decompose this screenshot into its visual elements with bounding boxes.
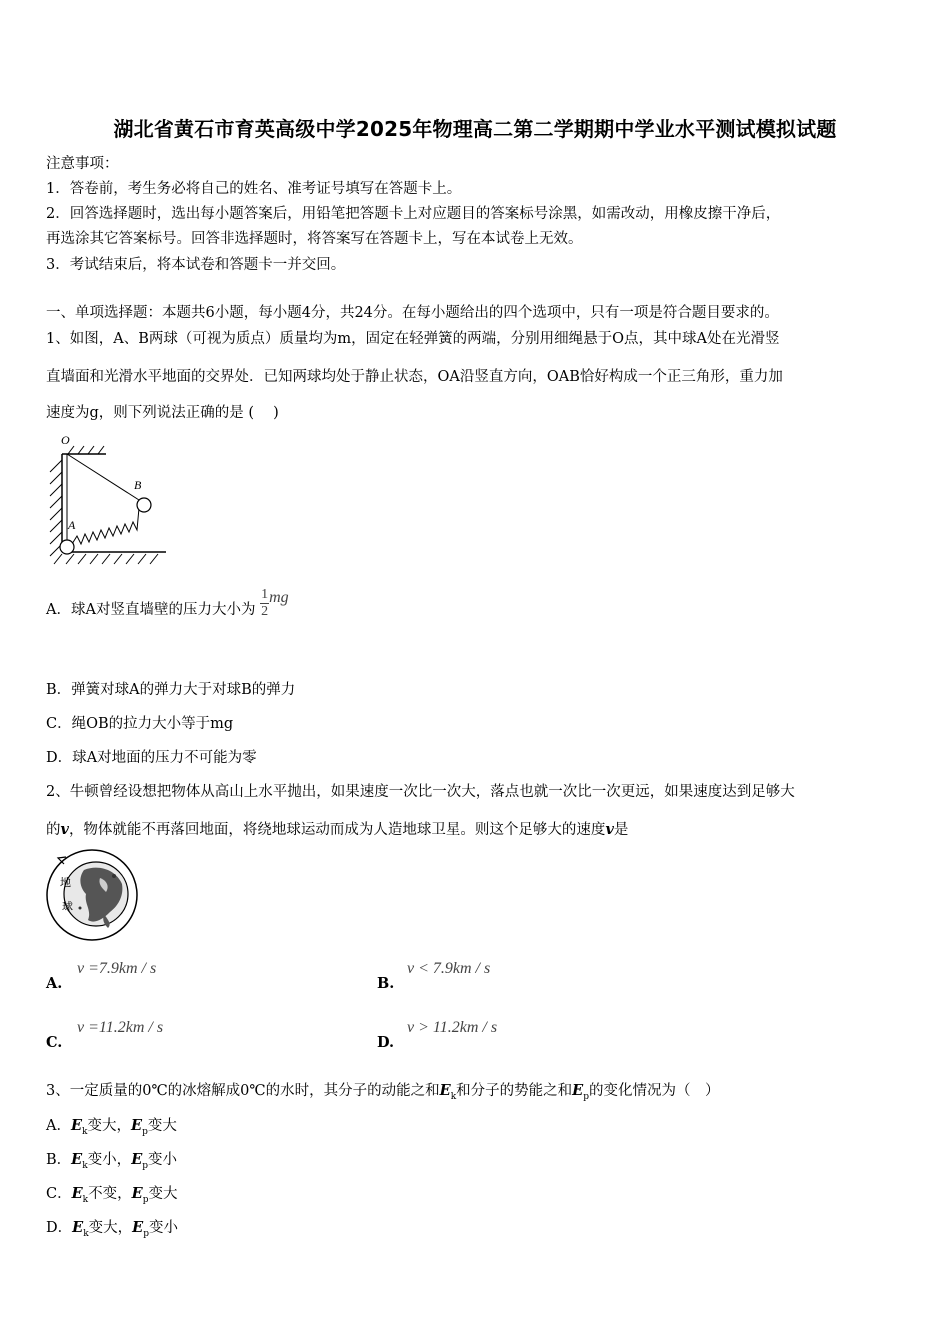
question-3-option-a: A．$E_k$变大，$E_p$变大 bbox=[46, 1117, 177, 1137]
earth-label-top: 地 bbox=[60, 876, 71, 889]
notice-item: 3．考试结束后，将本试卷和答题卡一并交回。 bbox=[46, 257, 346, 273]
question-2-option-c-label: C. bbox=[46, 1034, 63, 1051]
question-2-option-c-formula: v =11.2km / s bbox=[77, 1019, 164, 1036]
question-1-line: 1、如图，A、B两球（可视为质点）质量均为m，固定在轻弹簧的两端，分别用细绳悬于O点，其中球A处在光滑竖 bbox=[46, 331, 780, 347]
notice-heading: 注意事项： bbox=[46, 156, 119, 172]
earth-label-bottom: 球 bbox=[62, 900, 73, 913]
question-3-stem: 3、一定质量的0℃的冰熔解成0℃的水时，其分子的动能之和$E_k$和分子的势能之和$E_p$的变化情况为（ ） bbox=[46, 1082, 720, 1102]
question-2-option-a-formula: v =7.9km / s bbox=[77, 960, 157, 977]
question-1-option-b: B．弹簧对球A的弹力大于对球B的弹力 bbox=[46, 682, 296, 698]
label-a: A bbox=[68, 518, 76, 532]
section-heading: 一、单项选择题：本题共6小题，每小题4分，共24分。在每小题给出的四个选项中，只有一项是符合题目要求的。 bbox=[46, 305, 779, 321]
label-b: B bbox=[134, 478, 142, 492]
question-3-option-c: C．$E_k$不变，$E_p$变大 bbox=[46, 1185, 178, 1205]
notice-item: 1．答卷前，考生务必将自己的姓名、准考证号填写在答题卡上。 bbox=[46, 181, 462, 197]
question-2-option-b-label: B. bbox=[377, 975, 395, 992]
notice-item: 再选涂其它答案标号。回答非选择题时，将答案写在答题卡上，写在本试卷上无效。 bbox=[46, 231, 583, 247]
question-2-option-d-label: D. bbox=[377, 1034, 395, 1051]
question-1-line: 速度为g，则下列说法正确的是 ( ) bbox=[46, 405, 279, 421]
question-1-option-a: A．球A对竖直墙壁的压力大小为 $\frac{1}{2}$ mg bbox=[46, 587, 289, 619]
question-2-option-d-formula: v > 11.2km / s bbox=[407, 1019, 498, 1036]
label-o: O bbox=[61, 433, 70, 447]
spring-balls-figure bbox=[44, 432, 169, 570]
notice-item: 2．回答选择题时，选出每小题答案后，用铅笔把答题卡上对应题目的答案标号涂黑，如需改动，用橡皮擦干净后， bbox=[46, 206, 781, 222]
question-1-line: 直墙面和光滑水平地面的交界处．已知两球均处于静止状态，OA沿竖直方向，OAB恰好构成一个正三角形，重力加 bbox=[46, 369, 783, 385]
question-2-option-a-label: A. bbox=[46, 975, 63, 992]
earth-figure bbox=[44, 848, 142, 942]
page-title: 湖北省黄石市育英高级中学2025年物理高二第二学期期中学业水平测试模拟试题 bbox=[113, 117, 837, 141]
question-3-option-d: D．$E_k$变大，$E_p$变小 bbox=[46, 1219, 178, 1239]
question-2-line: 2、牛顿曾经设想把物体从高山上水平抛出，如果速度一次比一次大，落点也就一次比一次更远，如果速度达到足够大 bbox=[46, 784, 795, 800]
question-2-line: 的v，物体就能不再落回地面，将绕地球运动而成为人造地球卫星。则这个足够大的速度v是 bbox=[46, 821, 629, 838]
question-3-option-b: B．$E_k$变小，$E_p$变小 bbox=[46, 1151, 178, 1171]
question-2-option-b-formula: v < 7.9km / s bbox=[407, 960, 491, 977]
question-1-option-c: C．绳OB的拉力大小等于mg bbox=[46, 716, 234, 732]
question-1-option-d: D．球A对地面的压力不可能为零 bbox=[46, 750, 257, 766]
